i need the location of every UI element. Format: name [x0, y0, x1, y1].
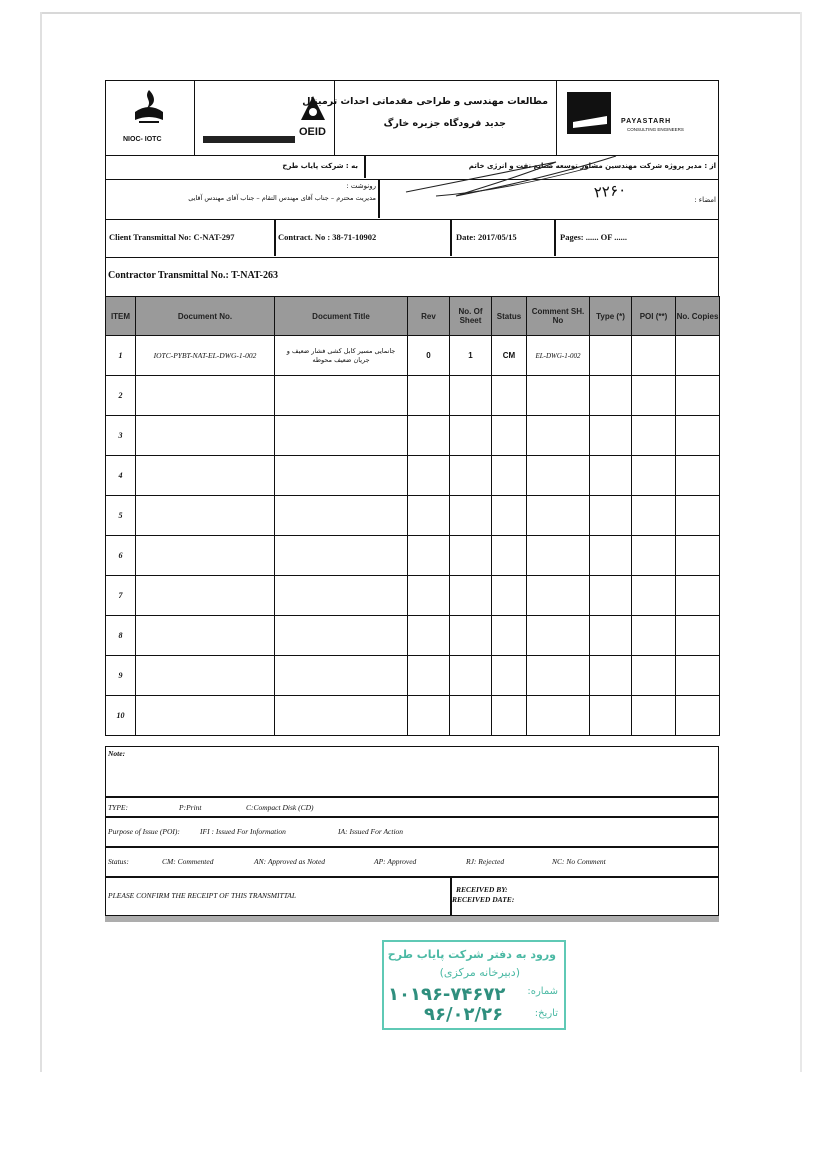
table-row: [106, 456, 720, 496]
purpose-label: Purpose of Issue (POI):: [108, 827, 180, 836]
row-poi: [632, 336, 676, 376]
meta-row: [105, 220, 719, 258]
row-comment-sh: EL-DWG-1-002: [527, 336, 590, 376]
status-legend-row: [105, 846, 719, 878]
row-item: 6: [106, 536, 136, 576]
row-item: 2: [106, 376, 136, 416]
row-item: 8: [106, 616, 136, 656]
purpose-row: [105, 816, 719, 848]
row-item: 10: [106, 696, 136, 736]
stamp-line1: ورود به دفتر شرکت پایاب طرح: [387, 948, 556, 961]
type-label: TYPE:: [108, 803, 129, 812]
row-item: 9: [106, 656, 136, 696]
col-item: ITEM: [106, 297, 136, 336]
to-recipient: به : شرکت پایاب طرح: [282, 162, 358, 170]
status-an: AN: Approved as Noted: [254, 857, 326, 866]
stamp-line2: (دبیرخانه مرکزی): [439, 966, 520, 979]
row-document-title: جانمایی مسیر کابل کشی فشار ضعیف و جریان ضعیف محوطه: [275, 336, 408, 376]
nioc-logo-text: NIOC- IOTC: [123, 136, 162, 143]
page-edge-left: [40, 12, 42, 1072]
table-row: [106, 616, 720, 656]
signature-label: امضاء :: [694, 196, 716, 204]
col-document-no: Document No.: [136, 297, 275, 336]
row-document-no: IOTC-PYBT-NAT-EL-DWG-1-002: [136, 336, 275, 376]
logo-nioc-cell: [105, 80, 195, 156]
nioc-flame-logo-icon: [129, 86, 169, 126]
col-status: Status: [492, 297, 527, 336]
routing-divider: [364, 156, 366, 178]
project-title-line1: مطالعات مهندسی و طراحی مقدماتی احداث ترمینال: [302, 96, 548, 107]
payastarh-name: PAYASTARH: [621, 118, 672, 125]
pages-count: Pages: ...... OF ......: [560, 232, 627, 242]
payastarh-subtitle: CONSULTING ENGINEERS: [627, 127, 684, 132]
oeid-logo-text: OEID: [299, 126, 326, 138]
cc-recipients: مدیریت محترم – جناب آقای مهندس التقام – جناب آقای مهندس آقایی: [188, 194, 376, 202]
row-item: 3: [106, 416, 136, 456]
table-row: [106, 496, 720, 536]
handwritten-note: ۲۲۶۰: [593, 180, 628, 202]
row-item: 1: [106, 336, 136, 376]
status-nc: NC: No Comment: [552, 857, 606, 866]
page-edge-right: [800, 12, 802, 1072]
logo-oeid-cell: [195, 80, 335, 156]
col-rev: Rev: [408, 297, 450, 336]
row-rev: 0: [408, 336, 450, 376]
document-table: [105, 296, 720, 736]
row-item: 5: [106, 496, 136, 536]
col-poi: POI (**): [632, 297, 676, 336]
transmittal-date: Date: 2017/05/15: [456, 232, 517, 242]
routing-divider-2: [378, 180, 380, 218]
cc-label: رونوشت :: [346, 182, 376, 190]
status-label: Status:: [108, 857, 129, 866]
table-header-row: [106, 297, 720, 336]
payastarh-logo-icon: [567, 92, 611, 134]
purpose-ia: IA: Issued For Action: [338, 827, 404, 836]
type-print: P:Print: [179, 803, 202, 812]
table-row: [106, 576, 720, 616]
meta-divider-2: [450, 220, 452, 256]
transmittal-form: [105, 80, 719, 924]
routing-row-2: [105, 180, 719, 220]
status-ap: AP: Approved: [374, 857, 417, 866]
oeid-persian-logotype: [203, 96, 291, 120]
table-row: [106, 536, 720, 576]
status-cm: CM: Commented: [162, 857, 214, 866]
row-sheets: 1: [450, 336, 492, 376]
meta-divider-3: [554, 220, 556, 256]
table-row: [106, 696, 720, 736]
contractor-row: [105, 258, 719, 296]
table-row: [106, 416, 720, 456]
row-item: 4: [106, 456, 136, 496]
stamp-number-value: ۱۰۱۹۶-۷۴۶۷۲: [388, 984, 506, 1005]
status-rj: RJ: Rejected: [466, 857, 505, 866]
type-row: [105, 796, 719, 818]
purpose-ifi: IFI : Issued For Information: [200, 827, 286, 836]
project-title-line2: جدید فرودگاه جزیره خارگ: [383, 118, 506, 129]
col-copies: No. Copies: [676, 297, 720, 336]
stamp-date-value: ۹۶/۰۲/۲۶: [424, 1004, 504, 1025]
col-comment-sh: Comment SH. No: [527, 297, 590, 336]
row-copies: [676, 336, 720, 376]
received-date: RECEIVED DATE:: [452, 895, 515, 904]
note-box: [105, 746, 719, 798]
logo-payastarh-cell: [557, 80, 719, 156]
col-document-title: Document Title: [275, 297, 408, 336]
confirmation-row: [105, 876, 719, 916]
row-status: CM: [492, 336, 527, 376]
stamp-number-label: شماره:: [527, 986, 558, 997]
received-stamp: [382, 940, 566, 1030]
table-row: [106, 336, 720, 376]
row-item: 7: [106, 576, 136, 616]
scan-shadow-bar: [105, 916, 719, 922]
table-row: [106, 376, 720, 416]
row-type: [590, 336, 632, 376]
confirm-receipt: PLEASE CONFIRM THE RECEIPT OF THIS TRANSMITTAL: [108, 891, 297, 900]
received-by: RECEIVED BY:: [456, 885, 508, 894]
meta-divider-1: [274, 220, 276, 256]
page-edge-top: [40, 12, 800, 14]
type-cd: C:Compact Disk (CD): [246, 803, 314, 812]
oeid-banner-bar: [203, 136, 295, 143]
table-row: [106, 656, 720, 696]
note-label: Note:: [108, 749, 126, 758]
client-transmittal-no: Client Transmittal No: C-NAT-297: [109, 232, 235, 242]
col-type: Type (*): [590, 297, 632, 336]
from-sender: از : مدیر پروژه شرکت مهندسین مشاور توسعه صنایع نفت و انرژی خاتم: [468, 162, 716, 170]
col-no-of-sheet: No. Of Sheet: [450, 297, 492, 336]
contractor-transmittal-no: Contractor Transmittal No.: T-NAT-263: [108, 270, 278, 281]
stamp-date-label: تاریخ:: [534, 1008, 558, 1019]
contract-no: Contract. No : 38-71-10902: [278, 232, 377, 242]
